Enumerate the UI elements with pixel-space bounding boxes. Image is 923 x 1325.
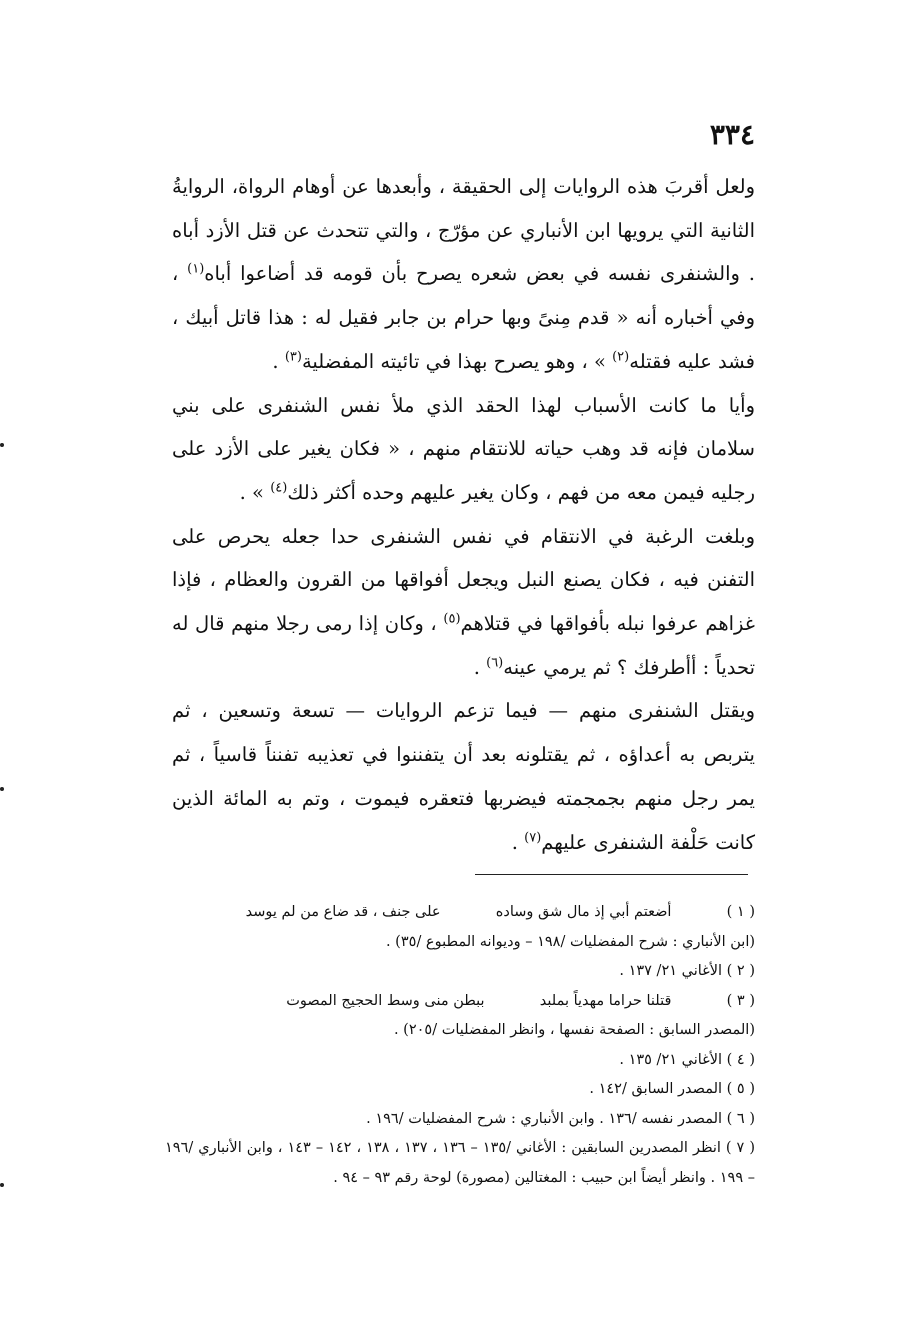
footnote-ref: (٣) <box>284 349 302 365</box>
footnote-ref: (٢) <box>612 349 630 365</box>
paragraph <box>172 384 755 515</box>
margin-mark <box>0 443 4 447</box>
footnote-1 <box>165 898 755 928</box>
paragraph-text: » ، وهو يصرح بهذا في تائيته المفضلية <box>301 349 613 373</box>
paragraph-text: وبلغت الرغبة في الانتقام في نفس الشنفرى حدا جعله يحرص على التفنن فيه ، فكان يصنع النبل ويجعل أفواقها من القرون والعظام ، فإذا غزاهم عرفوا نبله بأفواقها في قتلاهم <box>172 524 755 636</box>
footnote-1-source: (ابن الأنباري : شرح المفضليات /١٩٨ – وديوانه المطبوع /٣٥) . <box>385 933 755 950</box>
paragraph-text: وأيا ما كانت الأسباب لهذا الحقد الذي ملأ نفس الشنفرى على بني سلامان فإنه قد وهب حياته للانتقام منهم ، « فكان يغير على الأزد على رجليه فيمن معه من فهم ، وكان يغير عليهم وحده أكثر ذلك <box>172 393 755 504</box>
footnote-ref: (٦) <box>486 655 504 671</box>
paragraph-text: ، وكان إذا رمى رجلا منهم قال له تحدياً : أأطرفك ؟ ثم يرمي عينه <box>172 612 755 679</box>
footnote-3 <box>165 987 755 1017</box>
page-number: ٣٣٤ <box>709 118 755 151</box>
footnote-ref: (٥) <box>443 611 461 627</box>
paragraph-text: . <box>473 655 487 679</box>
verse-hemistich: أضعتم أبي إذ مال شق وساده <box>495 904 672 920</box>
footnote-ref: (١) <box>187 261 205 277</box>
paragraph-text: ، وفي أخباره أنه « قدم مِنىً وبها حرام بن جابر فقيل له : هذا قاتل أبيك ، فشد عليه فقتله <box>172 262 755 373</box>
footnote-2: ( ٢ ) الأغاني ٢١/ ١٣٧ . <box>619 963 755 979</box>
paragraph <box>172 689 755 864</box>
footnote-divider <box>475 874 748 875</box>
paragraph <box>172 165 755 384</box>
paragraph-text: ويقتل الشنفرى منهم — فيما تزعم الروايات — تسعة وتسعين ، ثم يتربص به أعداؤه ، ثم يقتلونه بعد أن يتفننوا في تعذيبه تفنناً قاسياً ، ثم يمر رجل منهم بجمجمته فيضربها فتعقره فيموت ، وتم به المائة الذين كانت حَلْفة الشنفرى عليهم <box>172 699 755 854</box>
footnote-3-source: (المصدر السابق : الصفحة نفسها ، وانظر المفضليات /٢٠٥) . <box>393 1022 755 1038</box>
footnote-5: ( ٥ ) المصدر السابق /١٤٢ . <box>589 1081 755 1097</box>
paragraph-text: ولعل أقربَ هذه الروايات إلى الحقيقة ، وأبعدها عن أوهام الرواة، الروايةُ الثانية التي يرويها ابن الأنباري عن مؤرّج ، والتي تتحدث عن قتل الأزد أباه . والشنفرى نفسه في بعض شعره يصرح بأن قومه قد أضاعوا أباه <box>172 175 755 286</box>
footnote-number: ( ٣ ) <box>726 992 755 1009</box>
footnotes <box>165 898 755 1193</box>
footnote-4: ( ٤ ) الأغاني ٢١/ ١٣٥ . <box>619 1051 755 1068</box>
paragraph-text: . <box>272 349 285 373</box>
footnote-number: ( ١ ) <box>726 904 755 920</box>
verse-hemistich: ببطن منى وسط الحجيج المصوت <box>286 992 485 1009</box>
verse-hemistich: على جنف ، قد ضاع من لم يوسد <box>245 904 441 920</box>
paragraph-text: » . <box>239 480 271 504</box>
paragraph-text: . <box>511 830 525 854</box>
margin-mark <box>0 1183 4 1187</box>
margin-mark <box>0 787 4 791</box>
footnote-ref: (٧) <box>524 830 542 846</box>
footnote-6: ( ٦ ) المصدر نفسه /١٣٦ . وابن الأنباري : شرح المفضليات /١٩٦ . <box>366 1110 755 1127</box>
verse-hemistich: قتلنا حراما مهدياً بملبد <box>539 992 672 1009</box>
footnote-7: ( ٧ ) انظر المصدرين السابقين : الأغاني /١٣٥ – ١٣٦ ، ١٣٧ ، ١٣٨ ، ١٤٢ – ١٤٣ ، وابن الأنباري /١٩٦ – ١٩٩ . وانظر أيضاً ابن حبيب : المغتالين (مصورة) لوحة رقم ٩٣ – ٩٤ . <box>165 1140 755 1186</box>
footnote-ref: (٤) <box>270 480 288 496</box>
main-text <box>172 165 755 864</box>
paragraph <box>172 515 755 690</box>
